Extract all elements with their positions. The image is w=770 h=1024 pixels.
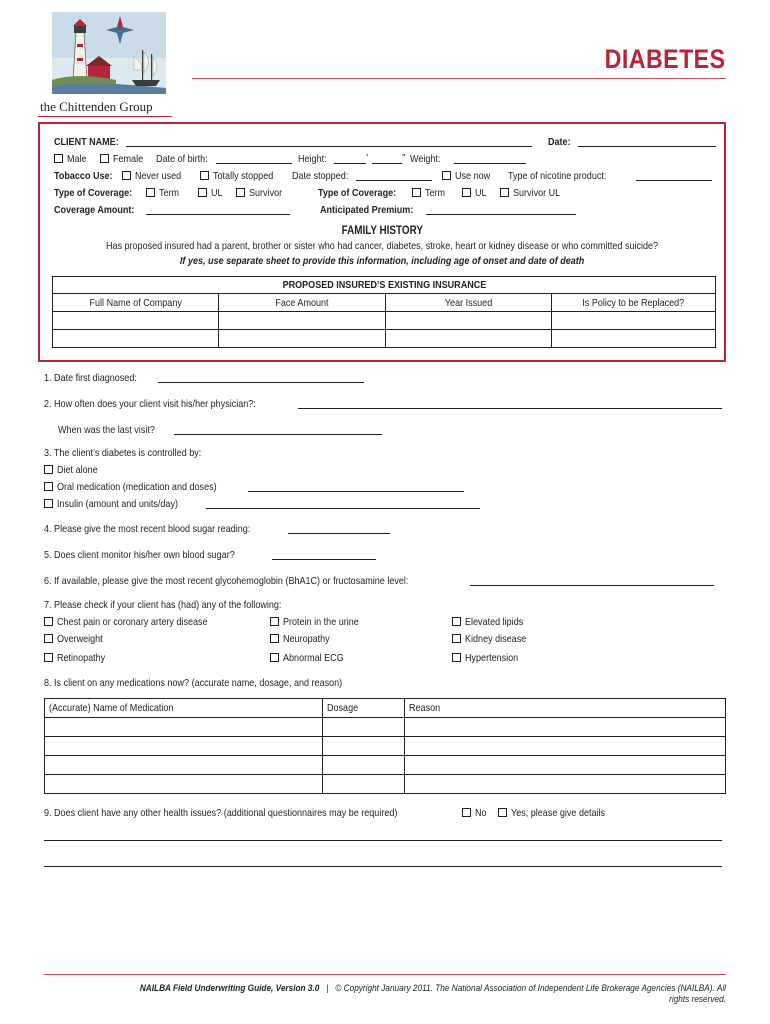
neuropathy-checkbox[interactable]: [270, 634, 279, 643]
overweight-label: Overweight: [57, 633, 103, 645]
ul-checkbox-2[interactable]: [462, 188, 471, 197]
date-field[interactable]: [578, 138, 716, 147]
col-medication-name: (Accurate) Name of Medication: [49, 702, 174, 714]
retinopathy-checkbox[interactable]: [44, 653, 53, 662]
coverage-type-label: Type of Coverage:: [54, 187, 133, 199]
q9-no-checkbox[interactable]: [462, 808, 471, 817]
protein-urine-checkbox[interactable]: [270, 617, 279, 626]
ul-checkbox[interactable]: [198, 188, 207, 197]
ul-label: UL: [211, 187, 223, 199]
q2-text: 2. How often does your client visit his/her physician?:: [44, 398, 256, 410]
table-cell[interactable]: [404, 775, 726, 794]
table-row: [45, 737, 726, 756]
neuropathy-label: Neuropathy: [283, 633, 330, 645]
family-history-question: Has proposed insured had a parent, brother or sister who had cancer, diabetes, stroke, heart or kidney disease or who committed suicide?: [105, 240, 659, 252]
never-used-label: Never used: [135, 170, 182, 182]
q9-yes-checkbox[interactable]: [498, 808, 507, 817]
weight-field[interactable]: [454, 155, 526, 164]
survivor-ul-label: Survivor UL: [513, 187, 561, 199]
abnormal-ecg-label: Abnormal ECG: [283, 652, 344, 664]
medications-table: [44, 698, 726, 794]
footer-separator: |: [326, 983, 329, 994]
term-checkbox[interactable]: [146, 188, 155, 197]
title-divider: [192, 78, 726, 79]
height-inches-field[interactable]: [372, 155, 402, 164]
coverage-amount-label: Coverage Amount:: [54, 204, 135, 216]
height-inches-mark: ”: [402, 152, 406, 164]
oral-medication-checkbox[interactable]: [44, 482, 53, 491]
overweight-checkbox[interactable]: [44, 634, 53, 643]
client-name-field[interactable]: [126, 138, 532, 147]
q2b-field[interactable]: [174, 426, 382, 435]
q1-field[interactable]: [158, 374, 364, 383]
table-cell[interactable]: [53, 330, 219, 348]
table-cell[interactable]: [45, 775, 323, 794]
kidney-disease-label: Kidney disease: [465, 633, 527, 645]
existing-insurance-table: [52, 276, 716, 348]
dob-field[interactable]: [216, 155, 292, 164]
table-cell[interactable]: [322, 775, 404, 794]
anticipated-premium-field[interactable]: [426, 206, 576, 215]
table-row: [53, 330, 716, 348]
q7-text: 7. Please check if your client has (had) any of the following:: [44, 599, 282, 611]
oral-medication-field[interactable]: [248, 483, 464, 492]
anticipated-premium-label: Anticipated Premium:: [320, 204, 414, 216]
logo-text: the Chittenden Group: [40, 99, 153, 114]
term-checkbox-2[interactable]: [412, 188, 421, 197]
table-cell[interactable]: [53, 312, 219, 330]
table-cell[interactable]: [386, 330, 552, 348]
table-cell[interactable]: [322, 737, 404, 756]
q2b-text: When was the last visit?: [58, 424, 155, 436]
tobacco-label: Tobacco Use:: [54, 170, 113, 182]
term-label-2: Term: [425, 187, 446, 199]
q8-text: 8. Is client on any medications now? (accurate name, dosage, and reason): [44, 677, 343, 689]
coverage-amount-field[interactable]: [146, 206, 290, 215]
date-stopped-field[interactable]: [356, 172, 432, 181]
table-row: [45, 756, 726, 775]
height-label: Height:: [298, 153, 327, 165]
elevated-lipids-label: Elevated lipids: [465, 616, 524, 628]
totally-stopped-checkbox[interactable]: [200, 171, 209, 180]
col-company: Full Name of Company: [89, 296, 182, 309]
female-label: Female: [113, 153, 144, 165]
elevated-lipids-checkbox[interactable]: [452, 617, 461, 626]
client-name-row: [54, 136, 129, 148]
table-row: [53, 312, 716, 330]
hypertension-checkbox[interactable]: [452, 653, 461, 662]
male-checkbox[interactable]: [54, 154, 63, 163]
table-cell[interactable]: [322, 718, 404, 737]
q9-no-label: No: [475, 807, 487, 819]
col-year-issued: Year Issued: [445, 296, 493, 309]
logo-underline: [38, 116, 172, 117]
chest-pain-checkbox[interactable]: [44, 617, 53, 626]
q1-text: 1. Date first diagnosed:: [44, 372, 137, 384]
use-now-label: Use now: [455, 170, 491, 182]
dob-label: Date of birth:: [156, 153, 208, 165]
table-cell[interactable]: [322, 756, 404, 775]
coverage-type-label-2: Type of Coverage:: [318, 187, 397, 199]
table-cell[interactable]: [218, 330, 386, 348]
height-feet-mark: ’: [366, 152, 369, 164]
client-name-label: CLIENT NAME:: [54, 136, 119, 148]
weight-label: Weight:: [410, 153, 441, 165]
survivor-ul-checkbox[interactable]: [500, 188, 509, 197]
q4-field[interactable]: [288, 525, 390, 534]
q2-field[interactable]: [298, 400, 722, 409]
q9-details-line-1[interactable]: [44, 832, 722, 841]
date-stopped-label: Date stopped:: [292, 170, 349, 182]
table-cell[interactable]: [45, 718, 323, 737]
table-row: [45, 775, 726, 794]
table-cell[interactable]: [45, 737, 323, 756]
footer-copyright: © Copyright January 2011. The National Association of Independent Life Brokerage Agencies (NAILBA). All rights reserved.: [335, 983, 726, 1005]
table-cell[interactable]: [552, 312, 716, 330]
retinopathy-label: Retinopathy: [57, 652, 106, 664]
table-cell[interactable]: [552, 330, 716, 348]
insulin-label: Insulin (amount and units/day): [57, 498, 178, 510]
q5-field[interactable]: [272, 551, 376, 560]
survivor-label: Survivor: [249, 187, 283, 199]
col-replaced: Is Policy to be Replaced?: [582, 296, 685, 309]
totally-stopped-label: Totally stopped: [213, 170, 274, 182]
never-used-checkbox[interactable]: [122, 171, 131, 180]
nicotine-field[interactable]: [636, 172, 712, 181]
date-label: Date:: [548, 136, 571, 148]
q6-text: 6. If available, please give the most recent glycohemoglobin (BhA1C) or fructosamine level:: [44, 575, 409, 587]
hypertension-label: Hypertension: [465, 652, 519, 664]
diet-alone-label: Diet alone: [57, 464, 98, 476]
height-feet-field[interactable]: [334, 155, 366, 164]
family-history-instruction: If yes, use separate sheet to provide this information, including age of onset and date of death: [179, 255, 585, 267]
insulin-checkbox[interactable]: [44, 499, 53, 508]
nicotine-label: Type of nicotine product:: [508, 170, 607, 182]
table-header-row: [45, 699, 726, 718]
use-now-checkbox[interactable]: [442, 171, 451, 180]
table-cell[interactable]: [404, 718, 726, 737]
protein-urine-label: Protein in the urine: [283, 616, 359, 628]
q9-text: 9. Does client have any other health issues? (additional questionnaires may be required): [44, 807, 398, 819]
kidney-disease-checkbox[interactable]: [452, 634, 461, 643]
q9-yes-label: Yes; please give details: [511, 807, 606, 819]
survivor-checkbox[interactable]: [236, 188, 245, 197]
page-title: DIABETES: [605, 44, 726, 74]
q6-field[interactable]: [470, 577, 714, 586]
col-face-amount: Face Amount: [275, 296, 329, 309]
oral-medication-label: Oral medication (medication and doses): [57, 481, 217, 493]
q3-text: 3. The client’s diabetes is controlled by:: [44, 447, 202, 459]
family-history-heading: FAMILY HISTORY: [341, 225, 423, 237]
male-label: Male: [67, 153, 87, 165]
table-cell[interactable]: [386, 312, 552, 330]
table-cell[interactable]: [404, 737, 726, 756]
table-cell[interactable]: [218, 312, 386, 330]
abnormal-ecg-checkbox[interactable]: [270, 653, 279, 662]
table-cell[interactable]: [45, 756, 323, 775]
q9-details-line-2[interactable]: [44, 858, 722, 867]
q4-text: 4. Please give the most recent blood sugar reading:: [44, 523, 251, 535]
female-checkbox[interactable]: [100, 154, 109, 163]
table-row: [45, 718, 726, 737]
term-label: Term: [159, 187, 180, 199]
existing-insurance-heading: PROPOSED INSURED’S EXISTING INSURANCE: [282, 279, 486, 291]
company-logo: [38, 10, 172, 118]
col-reason: Reason: [408, 702, 440, 714]
insulin-field[interactable]: [206, 500, 480, 509]
footer-divider: [44, 974, 726, 975]
col-dosage: Dosage: [326, 702, 358, 714]
q5-text: 5. Does client monitor his/her own blood sugar?: [44, 549, 235, 561]
diet-alone-checkbox[interactable]: [44, 465, 53, 474]
table-header-row: [53, 294, 716, 312]
footer-guide: NAILBA Field Underwriting Guide, Version 3.0: [139, 983, 320, 994]
chest-pain-label: Chest pain or coronary artery disease: [57, 616, 208, 628]
gender-row: [54, 153, 90, 165]
ul-label-2: UL: [475, 187, 487, 199]
page-footer: [44, 983, 726, 1005]
table-cell[interactable]: [404, 756, 726, 775]
